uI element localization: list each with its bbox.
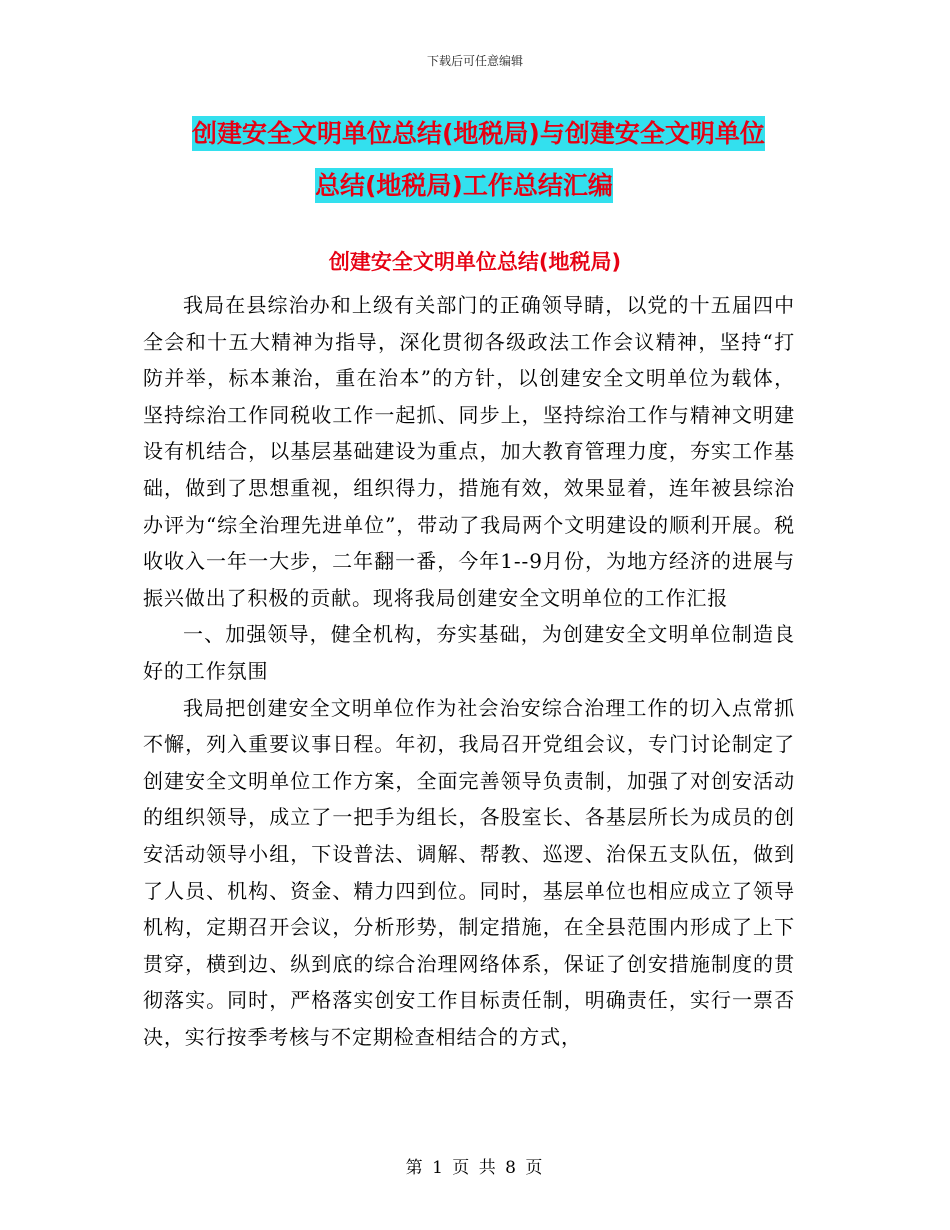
page-number: 第 1 页 共 8 页 xyxy=(405,1158,545,1178)
paragraph-heading-1: 一、加强领导，健全机构，夯实基础，为创建安全文明单位制造良好的工作氛围 xyxy=(143,622,795,683)
title-line-1: 创建安全文明单位总结(地税局)与创建安全文明单位 xyxy=(192,116,765,151)
title-line-2: 总结(地税局)工作总结汇编 xyxy=(315,168,613,203)
paragraph-body-1: 我局把创建安全文明单位作为社会治安综合治理工作的切入点常抓不懈，列入重要议事日程。年初，我局召开党组会议，专门讨论制定了创建安全文明单位工作方案，全面完善领导负责制，加强了对创安活动的组织领导，成立了一把手为组长，各股室长、各基层所长为成员的创安活动领导小组，下设普法、调解、帮教、巡逻、治保五支队伍，做到了人员、机构、资金、精力四到位。同时，基层单位也相应成立了领导机构，定期召开会议，分析形势，制定措施，在全县范围内形成了上下贯穿，横到边、纵到底的综合治理网络体系，保证了创安措施制度的贯彻落实。同时，严格落实创安工作目标责任制，明确责任，实行一票否决，实行按季考核与不定期检查相结合的方式， xyxy=(143,695,795,1049)
document-body xyxy=(143,287,795,1055)
header-note: 下载后可任意编辑 xyxy=(426,54,523,68)
document-title xyxy=(192,108,807,212)
section-title: 创建安全文明单位总结(地税局) xyxy=(328,250,622,274)
paragraph-intro: 我局在县综治办和上级有关部门的正确领导睛，以党的十五届四中全会和十五大精神为指导，深化贯彻各级政法工作会议精神，坚持“打防并举，标本兼治，重在治本”的方针，以创建安全文明单位为载体，坚持综治工作同税收工作一起抓、同步上，坚持综治工作与精神文明建设有机结合，以基层基础建设为重点，加大教育管理力度，夯实工作基础，做到了思想重视，组织得力，措施有效，效果显着，连年被县综治办评为“综全治理先进单位”，带动了我局两个文明建设的顺利开展。税收收入一年一大步，二年翻一番，今年1--9月份，为地方经济的进展与振兴做出了积极的贡献。现将我局创建安全文明单位的工作汇报 xyxy=(143,293,795,610)
